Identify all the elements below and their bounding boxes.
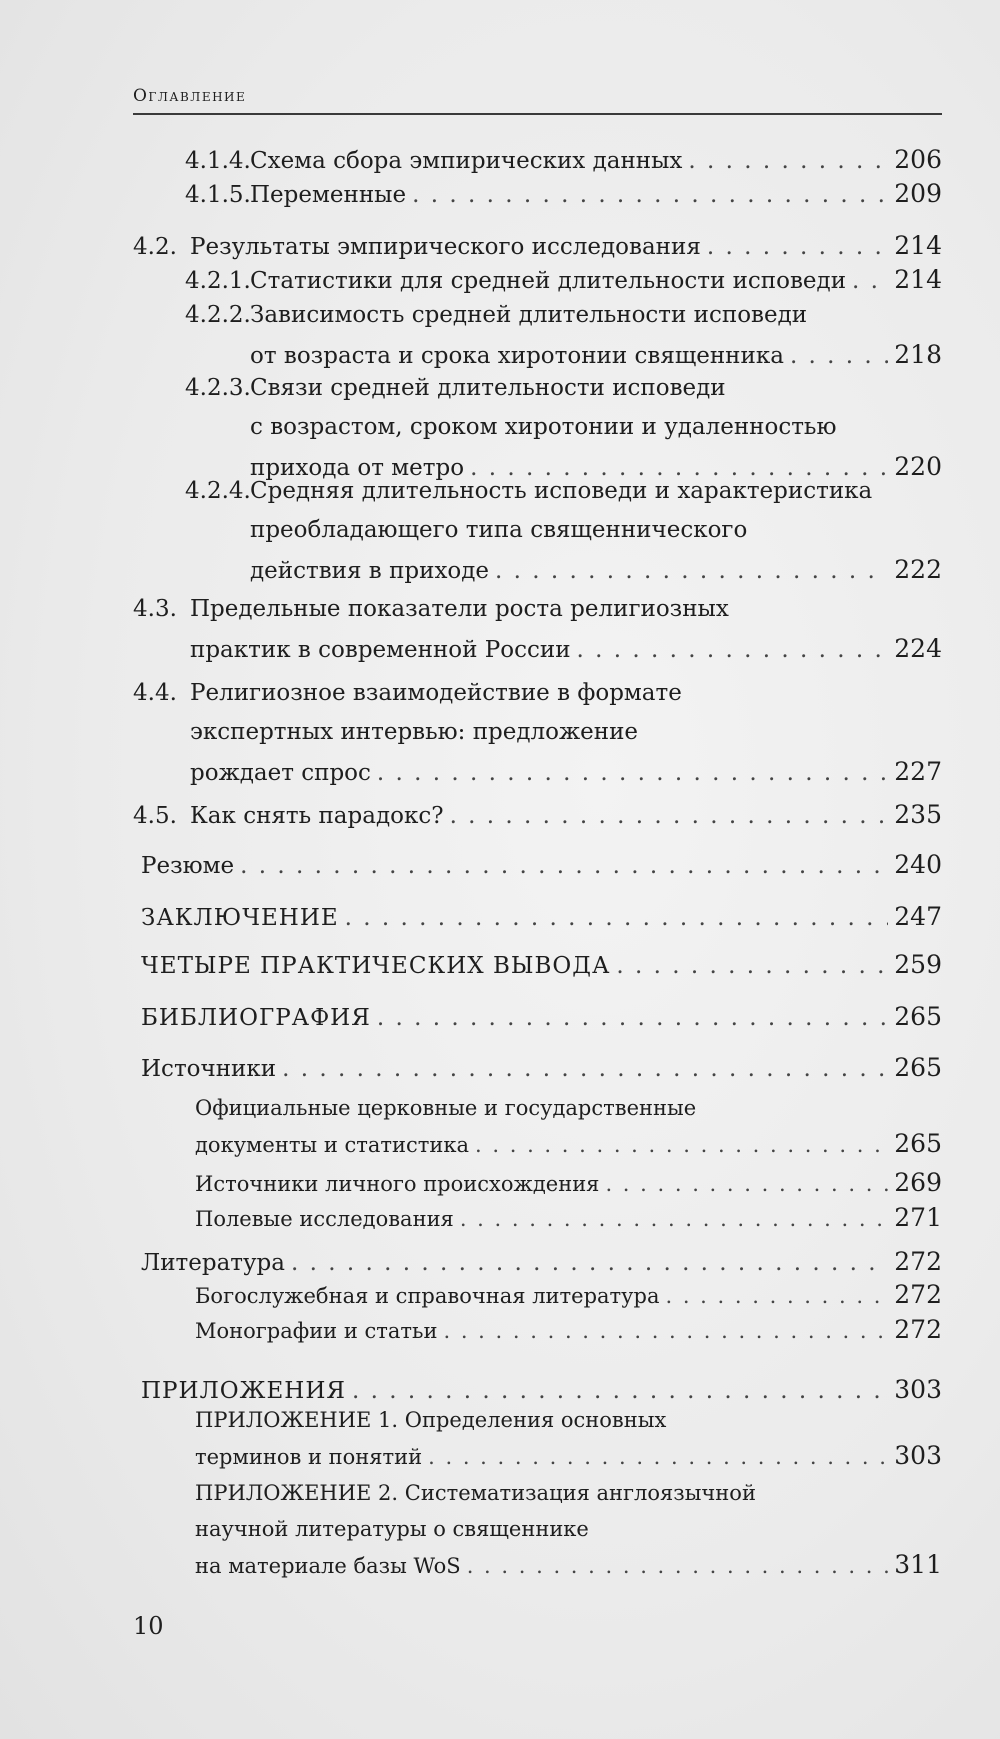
entry-title: ПРИЛОЖЕНИЕ 2. Систематизация англоязычной	[195, 1481, 756, 1505]
toc-entry-line	[133, 590, 942, 629]
page-reference: 235	[894, 800, 942, 829]
page-number: 10	[133, 1612, 164, 1640]
toc-entry-line	[185, 369, 942, 408]
page-reference: 269	[894, 1168, 942, 1197]
toc-entry-line	[195, 1511, 942, 1547]
page-reference: 259	[894, 950, 942, 979]
toc-entry-line	[185, 550, 942, 591]
page-reference: 272	[894, 1247, 942, 1276]
toc-entry[interactable]	[195, 1402, 942, 1475]
page-reference: 311	[894, 1550, 942, 1579]
toc-entry-line	[185, 511, 942, 550]
section-number: 4.3.	[133, 596, 177, 622]
toc-entry-line	[195, 1090, 942, 1126]
toc-entry-line	[185, 408, 942, 447]
entry-title: Схема сбора эмпирических данных	[250, 148, 683, 174]
page-reference: 209	[894, 179, 942, 208]
toc-entry-line	[195, 1277, 942, 1314]
toc-entry[interactable]	[141, 997, 942, 1038]
toc-entry[interactable]	[185, 174, 942, 215]
toc-entry-line	[133, 713, 942, 752]
toc-entry-line	[195, 1200, 942, 1237]
toc-entry[interactable]	[185, 472, 942, 591]
section-number: 4.5.	[133, 803, 177, 829]
leader-dots	[460, 1201, 888, 1237]
page-reference: 218	[894, 340, 942, 369]
toc-entry[interactable]	[141, 945, 942, 986]
entry-title: Как снять парадокс?	[190, 803, 444, 829]
toc-entry[interactable]	[195, 1090, 942, 1163]
section-number: 4.1.4.	[185, 148, 251, 174]
entry-title: Источники	[141, 1056, 277, 1082]
entry-title: Источники личного происхождения	[195, 1172, 600, 1196]
page-reference: 214	[894, 265, 942, 294]
toc-entry-line	[185, 472, 942, 511]
section-number: 4.1.5.	[185, 182, 251, 208]
entry-title: Предельные показатели роста религиозных	[190, 596, 729, 622]
entry-title: документы и статистика	[195, 1133, 470, 1157]
section-number: 4.2.3.	[185, 375, 251, 401]
entry-title: ЗАКЛЮЧЕНИЕ	[141, 905, 339, 931]
page-reference: 265	[894, 1002, 942, 1031]
toc-entry-line	[185, 296, 942, 335]
entry-title: БИБЛИОГРАФИЯ	[141, 1005, 371, 1031]
entry-title: ПРИЛОЖЕНИЕ 1. Определения основных	[195, 1408, 667, 1432]
entry-title: Монографии и статьи	[195, 1319, 438, 1343]
toc-entry[interactable]	[133, 795, 942, 836]
leader-dots	[443, 1313, 888, 1349]
page-reference: 227	[894, 757, 942, 786]
entry-title: на материале базы WoS	[195, 1554, 461, 1578]
entry-title: Официальные церковные и государственные	[195, 1096, 697, 1120]
toc-entry-line	[133, 752, 942, 793]
page-reference: 224	[894, 634, 942, 663]
toc-entry[interactable]	[195, 1475, 942, 1584]
section-number: 4.2.4.	[185, 478, 251, 504]
toc-entry[interactable]	[141, 1048, 942, 1089]
entry-title: прихода от метро	[250, 455, 465, 481]
leader-dots	[605, 1166, 888, 1202]
toc-entry[interactable]	[195, 1165, 942, 1202]
running-header: Оглавление	[133, 86, 247, 106]
leader-dots	[467, 1548, 889, 1584]
leader-dots	[577, 631, 889, 670]
leader-dots	[282, 1050, 888, 1089]
toc-entry[interactable]	[185, 260, 942, 301]
leader-dots	[495, 552, 888, 591]
toc-entry-line	[195, 1438, 942, 1475]
entry-title: с возрастом, сроком хиротонии и удаленностью	[250, 414, 837, 440]
toc-entry[interactable]	[133, 590, 942, 670]
entry-title: ЧЕТЫРЕ ПРАКТИЧЕСКИХ ВЫВОДА	[141, 953, 611, 979]
entry-title: экспертных интервью: предложение	[190, 719, 639, 745]
page-reference: 265	[894, 1053, 942, 1082]
section-number: 4.2.2.	[185, 302, 251, 328]
leader-dots	[377, 999, 888, 1038]
leader-dots	[665, 1278, 888, 1314]
toc-entry-line	[141, 945, 942, 986]
toc-entry[interactable]	[195, 1277, 942, 1314]
toc-entry-line	[195, 1165, 942, 1202]
toc-entry[interactable]	[141, 897, 942, 938]
toc-entry-line	[141, 997, 942, 1038]
page-reference: 206	[894, 145, 942, 174]
page-reference: 247	[894, 902, 942, 931]
toc-entry[interactable]	[185, 296, 942, 376]
leader-dots	[616, 947, 888, 986]
leader-dots	[377, 754, 888, 793]
toc-entry-line	[195, 1312, 942, 1349]
entry-title: Резюме	[141, 853, 235, 879]
toc-entry-line	[185, 174, 942, 215]
leader-dots	[412, 176, 888, 215]
toc-entry-line	[133, 629, 942, 670]
toc-entry-line	[185, 260, 942, 301]
header-rule	[133, 113, 942, 115]
toc-entry-line	[195, 1126, 942, 1163]
entry-title: преобладающего типа священнического	[250, 517, 748, 543]
entry-title: практик в современной России	[190, 637, 571, 663]
page-reference: 240	[894, 850, 942, 879]
leader-dots	[475, 1127, 888, 1163]
toc-entry-line	[195, 1402, 942, 1438]
toc-entry-line	[141, 845, 942, 886]
entry-title: терминов и понятий	[195, 1445, 423, 1469]
leader-dots	[428, 1439, 888, 1475]
entry-title: рождает спрос	[190, 760, 371, 786]
section-number: 4.4.	[133, 680, 177, 706]
entry-title: Связи средней длительности исповеди	[250, 375, 726, 401]
page-reference: 303	[894, 1441, 942, 1470]
leader-dots	[240, 847, 888, 886]
entry-title: научной литературы о священнике	[195, 1517, 589, 1541]
page-reference: 303	[894, 1375, 942, 1404]
page-reference: 214	[894, 231, 942, 260]
entry-title: Средняя длительность исповеди и характеристика	[250, 478, 873, 504]
entry-title: Зависимость средней длительности исповеди	[250, 302, 808, 328]
page-reference: 272	[894, 1280, 942, 1309]
toc-entry-line	[141, 1048, 942, 1089]
leader-dots	[345, 899, 889, 938]
toc-entry-line	[133, 674, 942, 713]
page-reference: 272	[894, 1315, 942, 1344]
entry-title: Статистики для средней длительности исповеди	[250, 268, 847, 294]
toc-entry[interactable]	[141, 845, 942, 886]
page-reference: 222	[894, 555, 942, 584]
entry-title: действия в приходе	[250, 558, 490, 584]
toc-entry-line	[195, 1547, 942, 1584]
page-reference: 265	[894, 1129, 942, 1158]
toc-entry[interactable]	[195, 1312, 942, 1349]
page-reference: 220	[894, 452, 942, 481]
toc-entry[interactable]	[133, 674, 942, 793]
entry-title: Переменные	[250, 182, 407, 208]
entry-title: Религиозное взаимодействие в формате	[190, 680, 682, 706]
toc-entry-line	[141, 897, 942, 938]
toc-entry-line	[195, 1475, 942, 1511]
toc-entry[interactable]	[185, 369, 942, 488]
section-number: 4.2.	[133, 234, 177, 260]
entry-title: Богослужебная и справочная литература	[195, 1284, 660, 1308]
entry-title: Результаты эмпирического исследования	[190, 234, 701, 260]
entry-title: ПРИЛОЖЕНИЯ	[141, 1378, 346, 1404]
entry-title: Литература	[141, 1250, 285, 1276]
toc-entry[interactable]	[195, 1200, 942, 1237]
page-reference: 271	[894, 1203, 942, 1232]
section-number: 4.2.1.	[185, 268, 251, 294]
toc-entry-line	[133, 795, 942, 836]
entry-title: Полевые исследования	[195, 1207, 454, 1231]
leader-dots	[450, 797, 889, 836]
entry-title: от возраста и срока хиротонии священника	[250, 343, 784, 369]
